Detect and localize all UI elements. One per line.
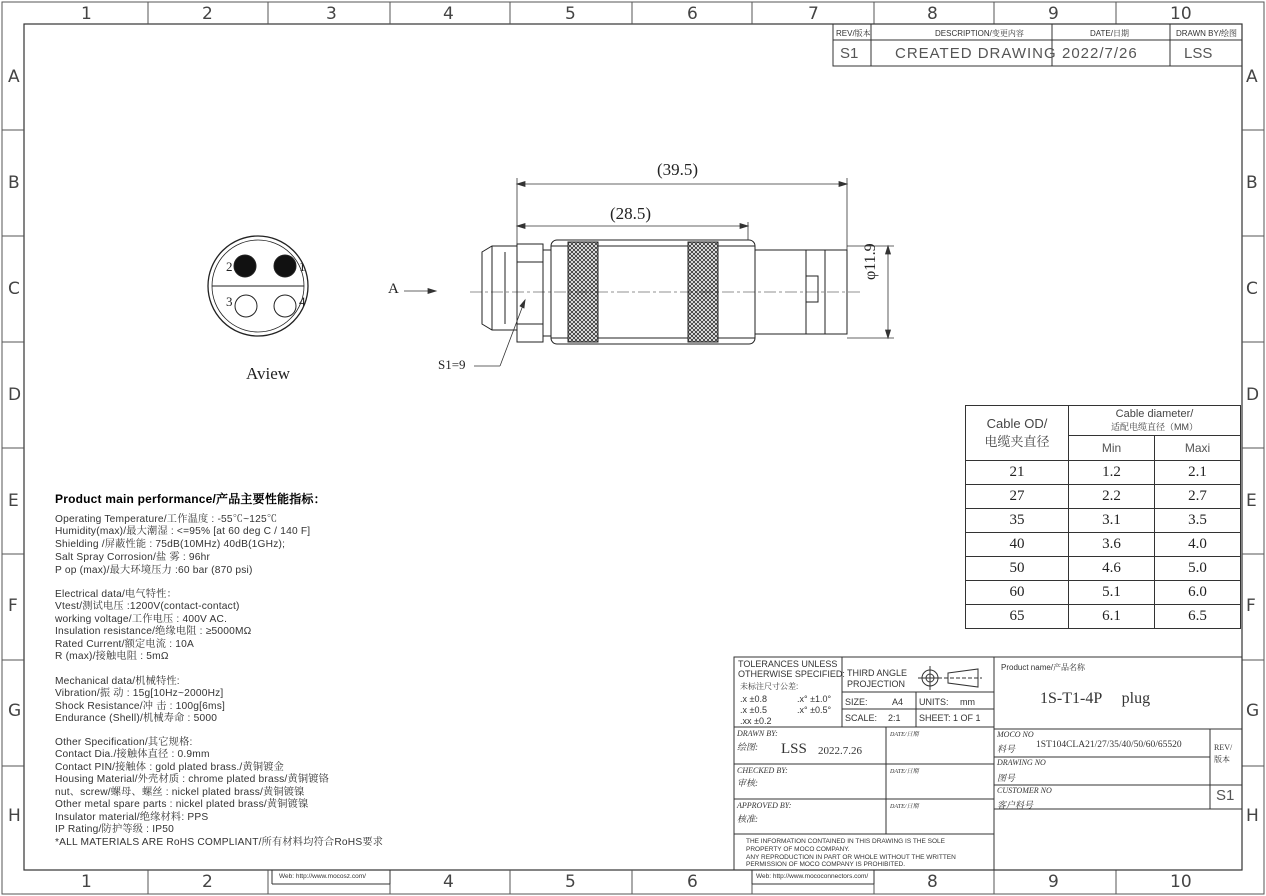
table-row — [966, 557, 1241, 581]
spec-line: Other Specification/其它规格: — [55, 737, 193, 748]
zone-row-c: C — [8, 279, 20, 299]
table-row — [966, 533, 1241, 557]
min-cell: 5.1 — [1069, 581, 1155, 605]
website-left: Web: http://www.mocosz.com/ — [279, 873, 366, 880]
notice-line-4: PERMISSION OF MOCO COMPANY IS PROHIBITED. — [746, 861, 906, 868]
zone-row-g: G — [8, 701, 22, 721]
cable-od-cell: 35 — [966, 509, 1069, 533]
zone-col-4: 4 — [443, 4, 454, 24]
zone-col-1: 1 — [81, 4, 92, 24]
units-label: UNITS: — [919, 697, 949, 707]
cable-od-cell: 60 — [966, 581, 1069, 605]
view-arrow-label: A — [388, 281, 399, 297]
pin-4-label: 4 — [299, 294, 306, 309]
spec-line: Vtest/测试电压 :1200V(contact-contact) — [55, 601, 240, 612]
zone-col-9: 9 — [1048, 4, 1059, 24]
dim-overall-length: (39.5) — [657, 160, 699, 179]
date-header: DATE/日期 — [1090, 29, 1129, 38]
cable-od-header-cn: 电缆夹直径 — [984, 434, 1050, 449]
moco-no-label: MOCO NO — [997, 730, 1034, 739]
date-value: 2022/7/26 — [1062, 45, 1138, 62]
tolerance-xxx: .xx ±0.2 — [740, 716, 772, 726]
table-row — [966, 605, 1241, 629]
drawn-by-header: DRAWN BY/绘图 — [1176, 29, 1238, 38]
min-cell: 3.1 — [1069, 509, 1155, 533]
part-no-cn: 料号 — [997, 744, 1016, 754]
zone-row-b: B — [8, 173, 20, 193]
a-view-face — [208, 236, 308, 336]
spec-line: Shock Resistance/冲 击 : 100g[6ms] — [55, 701, 226, 712]
tolerance-x: .x ±0.8 — [740, 694, 767, 704]
min-cell: 3.6 — [1069, 533, 1155, 557]
drawn-by-cn: 绘图: — [737, 742, 758, 752]
zone-col-6-bottom: 6 — [687, 872, 698, 892]
notice-line-2: PROPERTY OF MOCO COMPANY. — [746, 846, 850, 853]
dim-body-length: (28.5) — [610, 204, 652, 223]
projection-line-2: PROJECTION — [847, 679, 906, 689]
approved-by-cn: 核准: — [737, 814, 758, 824]
spec-line: Operating Temperature/工作温度 : -55℃~125℃ — [55, 514, 278, 525]
drawn-date-label: DATE/日期 — [890, 732, 919, 738]
rev-cn: 版本 — [1214, 755, 1230, 764]
zone-col-5: 5 — [565, 4, 576, 24]
checked-by-cn: 审核: — [737, 778, 758, 788]
max-cell: 2.7 — [1155, 485, 1241, 509]
zone-col-1-bottom: 1 — [81, 872, 92, 892]
zone-col-6: 6 — [687, 4, 698, 24]
cable-diameter-table — [965, 405, 1241, 629]
cable-od-cell: 27 — [966, 485, 1069, 509]
min-cell: 1.2 — [1069, 461, 1155, 485]
zone-col-4-bottom: 4 — [443, 872, 454, 892]
projection-line-1: THIRD ANGLE — [847, 668, 908, 678]
zone-row-e: E — [8, 491, 19, 511]
zone-row-a-right: A — [1246, 67, 1258, 87]
tolerance-cn: 未标注尺寸公差: — [740, 682, 799, 691]
plug-side-view — [470, 240, 860, 344]
spec-line: Endurance (Shell)/机械寿命 : 5000 — [55, 713, 218, 724]
rev-header: REV/版本 — [836, 29, 871, 38]
website-right: Web: http://www.mococonnectors.com/ — [756, 873, 869, 880]
zone-row-c-right: C — [1246, 279, 1258, 299]
cable-od-cell: 21 — [966, 461, 1069, 485]
spec-line: *ALL MATERIALS ARE RoHS COMPLIANT/所有材料均符合RoHS要求 — [55, 837, 384, 848]
zone-row-b-right: B — [1246, 173, 1258, 193]
drawing-no-cn: 图号 — [997, 773, 1016, 783]
spec-line: Rated Current/额定电流 : 10A — [55, 639, 194, 650]
zone-row-h: H — [8, 806, 21, 826]
product-name-label: Product name/产品名称 — [1001, 663, 1086, 672]
cable-od-header — [966, 406, 1069, 461]
cable-diameter-header-cn: 适配电缆直径（MM） — [1111, 422, 1198, 433]
scale-label: SCALE: — [845, 713, 878, 723]
spec-line: Housing Material/外壳材质 : chrome plated brass/黄铜镀铬 — [55, 774, 329, 785]
max-cell: 3.5 — [1155, 509, 1241, 533]
spec-line: working voltage/工作电压 : 400V AC. — [55, 614, 228, 625]
approved-by-label: APPROVED BY: — [737, 801, 792, 810]
zone-row-e-right: E — [1246, 491, 1257, 511]
specs-title: Product main performance/产品主要性能指标： — [55, 492, 326, 506]
zone-col-9-bottom: 9 — [1048, 872, 1059, 892]
approved-date-label: DATE/日期 — [890, 804, 919, 810]
zone-col-10: 10 — [1170, 4, 1192, 24]
spec-line: R (max)/接触电阻 : 5mΩ — [55, 651, 169, 662]
zone-row-h-right: H — [1246, 806, 1259, 826]
rev-value-title: S1 — [1216, 787, 1235, 804]
min-cell: 6.1 — [1069, 605, 1155, 629]
spec-line: Contact Dia./接触体直径 : 0.9mm — [55, 749, 210, 760]
min-cell: 4.6 — [1069, 557, 1155, 581]
size-value: A4 — [892, 697, 904, 707]
drawn-by-value: LSS — [1184, 45, 1213, 62]
tolerance-line-1: TOLERANCES UNLESS — [738, 659, 838, 669]
pin-2-label: 2 — [226, 259, 233, 274]
table-row — [966, 485, 1241, 509]
wrench-size-label: S1=9 — [438, 357, 466, 372]
max-cell: 2.1 — [1155, 461, 1241, 485]
spec-line: Humidity(max)/最大潮湿 : <=95% [at 60 deg C / 140 F] — [55, 526, 311, 537]
cable-od-cell: 65 — [966, 605, 1069, 629]
zone-col-2-bottom: 2 — [202, 872, 213, 892]
zone-col-10-bottom: 10 — [1170, 872, 1192, 892]
max-cell: 4.0 — [1155, 533, 1241, 557]
customer-no-cn: 客户料号 — [997, 800, 1034, 810]
customer-no-label: CUSTOMER NO — [997, 786, 1052, 795]
max-cell: 6.0 — [1155, 581, 1241, 605]
spec-line: Shielding /屏蔽性能 : 75dB(10MHz) 40dB(1GHz); — [55, 539, 286, 550]
max-cell: 5.0 — [1155, 557, 1241, 581]
rev-label: REV/ — [1214, 743, 1233, 752]
cable-diameter-header-en: Cable diameter/ — [1115, 408, 1194, 421]
spec-line: Insulation resistance/绝缘电阻 : ≥5000MΩ — [55, 626, 252, 637]
notice-line-3: ANY REPRODUCTION IN PART OR WHOLE WITHOUT THE WRITTEN — [746, 854, 956, 861]
zone-row-g-right: G — [1246, 701, 1260, 721]
max-header: Maxi — [1155, 436, 1241, 461]
spec-line: Vibration/振 动 : 15g[10Hz~2000Hz] — [55, 688, 224, 699]
checked-date-label: DATE/日期 — [890, 769, 919, 775]
spec-line: Electrical data/电气特性： — [55, 589, 177, 600]
table-row — [966, 461, 1241, 485]
min-cell: 2.2 — [1069, 485, 1155, 509]
pin-1-label: 1 — [299, 259, 306, 274]
spec-line: Other metal spare parts : nickel plated brass/黄铜镀镍 — [55, 799, 309, 810]
cable-od-cell: 50 — [966, 557, 1069, 581]
tolerance-xx: .x ±0.5 — [740, 705, 767, 715]
zone-col-7: 7 — [808, 4, 819, 24]
zone-row-f: F — [8, 596, 18, 616]
notice-line-1: THE INFORMATION CONTAINED IN THIS DRAWING IS THE SOLE — [746, 838, 945, 845]
max-cell: 6.5 — [1155, 605, 1241, 629]
spec-line: nut、screw/螺母、螺丝 : nickel plated brass/黄铜镀镍 — [55, 787, 305, 798]
dim-diameter: φ11.9 — [862, 243, 879, 280]
drawing-no-label: DRAWING NO — [997, 758, 1046, 767]
drawn-by: LSS — [781, 741, 807, 757]
sheet-number: SHEET: 1 OF 1 — [919, 713, 981, 723]
zone-row-d: D — [8, 385, 22, 405]
size-label: SIZE: — [845, 697, 868, 707]
zone-col-5-bottom: 5 — [565, 872, 576, 892]
cable-od-header-en: Cable OD/ — [986, 416, 1048, 431]
cable-od-cell: 40 — [966, 533, 1069, 557]
tolerance-angle-2: .x° ±0.5° — [797, 705, 832, 715]
zone-row-f-right: F — [1246, 596, 1256, 616]
spec-line: Mechanical data/机械特性: — [55, 676, 180, 687]
min-header: Min — [1069, 436, 1155, 461]
spec-line: IP Rating/防护等级 : IP50 — [55, 824, 174, 835]
checked-by-label: CHECKED BY: — [737, 766, 788, 775]
zone-col-8: 8 — [927, 4, 938, 24]
drawn-by-label: DRAWN BY: — [737, 729, 778, 738]
zone-row-a: A — [8, 67, 20, 87]
description-header: DESCRIPTION/变更内容 — [935, 29, 1024, 38]
rev-value: S1 — [840, 45, 859, 62]
units-value: mm — [960, 697, 975, 707]
part-number: 1ST104CLA21/27/35/40/50/60/65520 — [1036, 740, 1182, 750]
tolerance-angle-1: .x° ±1.0° — [797, 694, 832, 704]
table-row — [966, 581, 1241, 605]
a-view-label: Aview — [246, 364, 291, 383]
description-value: CREATED DRAWING — [895, 45, 1057, 62]
zone-col-8-bottom: 8 — [927, 872, 938, 892]
spec-line: P op (max)/最大环境压力 :60 bar (870 psi) — [55, 565, 253, 576]
zone-col-3: 3 — [326, 4, 337, 24]
zone-col-2: 2 — [202, 4, 213, 24]
spec-line: Contact PIN/接触体 : gold plated brass./黄铜镀金 — [55, 762, 285, 773]
zone-row-d-right: D — [1246, 385, 1260, 405]
cable-diameter-header — [1069, 406, 1241, 436]
spec-line: Insulator material/绝缘材料: PPS — [55, 812, 209, 823]
drawn-date: 2022.7.26 — [818, 745, 862, 757]
scale-value: 2:1 — [888, 713, 901, 723]
table-row — [966, 509, 1241, 533]
pin-3-label: 3 — [226, 294, 233, 309]
tolerance-line-2: OTHERWISE SPECIFIED: — [738, 669, 845, 679]
spec-line: Salt Spray Corrosion/盐 雾 : 96hr — [55, 552, 211, 563]
product-name: 1S-T1-4P plug — [1040, 690, 1151, 707]
